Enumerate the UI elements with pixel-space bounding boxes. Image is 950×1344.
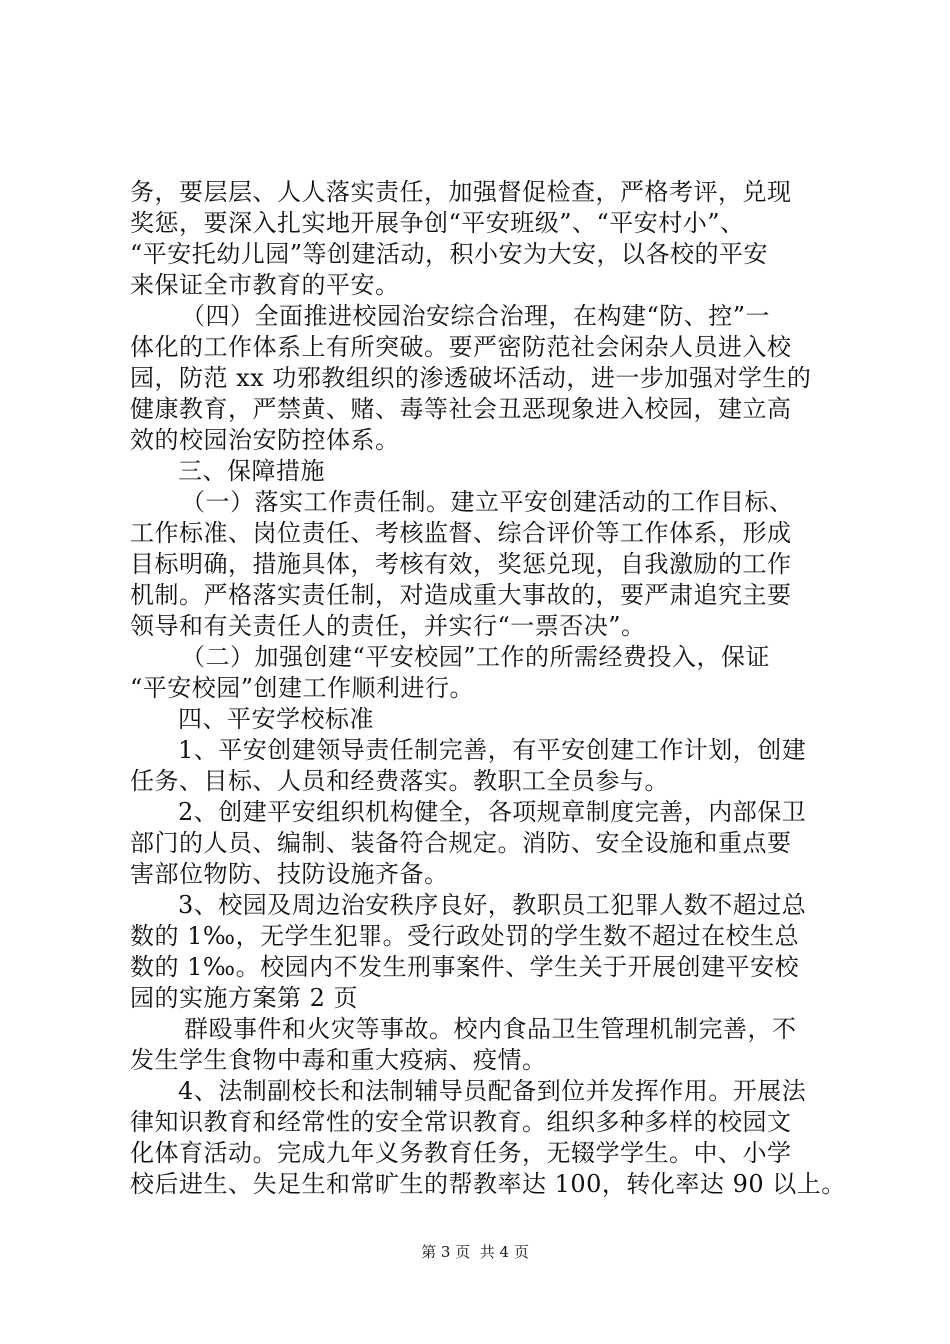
text-line: 机制。严格落实责任制，对造成重大事故的，要严肃追究主要 (130, 581, 792, 609)
text-line: 领导和有关责任人的责任，并实行“一票否决”。 (130, 612, 646, 640)
text-line: 数的 1‰，无学生犯罪。受行政处罚的学生数不超过在校生总 (130, 922, 800, 950)
text-line: 效的校园治安防控体系。 (130, 426, 400, 454)
text-line: 校后进生、失足生和常旷生的帮教率达 100，转化率达 90 以上。 (130, 1170, 846, 1198)
section-heading: 三、保障措施 (178, 457, 325, 485)
text-line: 律知识教育和经常性的安全常识教育。组织多种多样的校园文 (130, 1108, 792, 1136)
text-line: 任务、目标、人员和经费落实。教职工全员参与。 (130, 767, 669, 795)
text-line: 4、法制副校长和法制辅导员配备到位并发挥作用。开展法 (178, 1077, 807, 1105)
text-line: 来保证全市教育的平安。 (130, 271, 400, 299)
text-line: 1、平安创建领导责任制完善，有平安创建工作计划，创建 (178, 736, 807, 764)
text-line: （四）全面推进校园治安综合治理，在构建“防、控”一 (181, 302, 771, 330)
text-line: 群殴事件和火灾等事故。校内食品卫生管理机制完善，不 (184, 1015, 797, 1043)
text-line: （一）落实工作责任制。建立平安创建活动的工作目标、 (181, 488, 794, 516)
text-line: 园，防范 xx 功邪教组织的渗透破坏活动，进一步加强对学生的 (130, 364, 812, 392)
text-line: “平安校园”创建工作顺利进行。 (130, 674, 475, 702)
text-line: 务，要层层、人人落实责任，加强督促检查，严格考评，兑现 (130, 178, 792, 206)
text-line: 体化的工作体系上有所突破。要严密防范社会闲杂人员进入校 (130, 333, 792, 361)
text-line: 部门的人员、编制、装备符合规定。消防、安全设施和重点要 (130, 829, 792, 857)
text-line: 奖惩，要深入扎实地开展争创“平安班级”、“平安村小”、 (130, 209, 745, 237)
text-line: 发生学生食物中毒和重大疫病、疫情。 (130, 1046, 547, 1074)
text-line: 健康教育，严禁黄、赌、毒等社会丑恶现象进入校园，建立高 (130, 395, 792, 423)
text-line: 害部位物防、技防设施齐备。 (130, 860, 449, 888)
text-line: 园的实施方案第 2 页 (130, 984, 359, 1012)
text-line: 工作标准、岗位责任、考核监督、综合评价等工作体系，形成 (130, 519, 792, 547)
text-line: 化体育活动。完成九年义务教育任务，无辍学学生。中、小学 (130, 1139, 792, 1167)
text-line: “平安托幼儿园”等创建活动，积小安为大安，以各校的平安 (130, 240, 769, 268)
text-line: 目标明确，措施具体，考核有效，奖惩兑现，自我激励的工作 (130, 550, 792, 578)
page-footer: 第 3 页 共 4 页 (421, 1243, 529, 1261)
section-heading: 四、平安学校标准 (178, 705, 374, 733)
text-line: 数的 1‰。校园内不发生刑事案件、学生关于开展创建平安校 (130, 953, 800, 981)
text-line: （二）加强创建“平安校园”工作的所需经费投入，保证 (181, 643, 771, 671)
text-line: 2、创建平安组织机构健全，各项规章制度完善，内部保卫 (178, 798, 807, 826)
text-line: 3、校园及周边治安秩序良好，教职员工犯罪人数不超过总 (178, 891, 807, 919)
